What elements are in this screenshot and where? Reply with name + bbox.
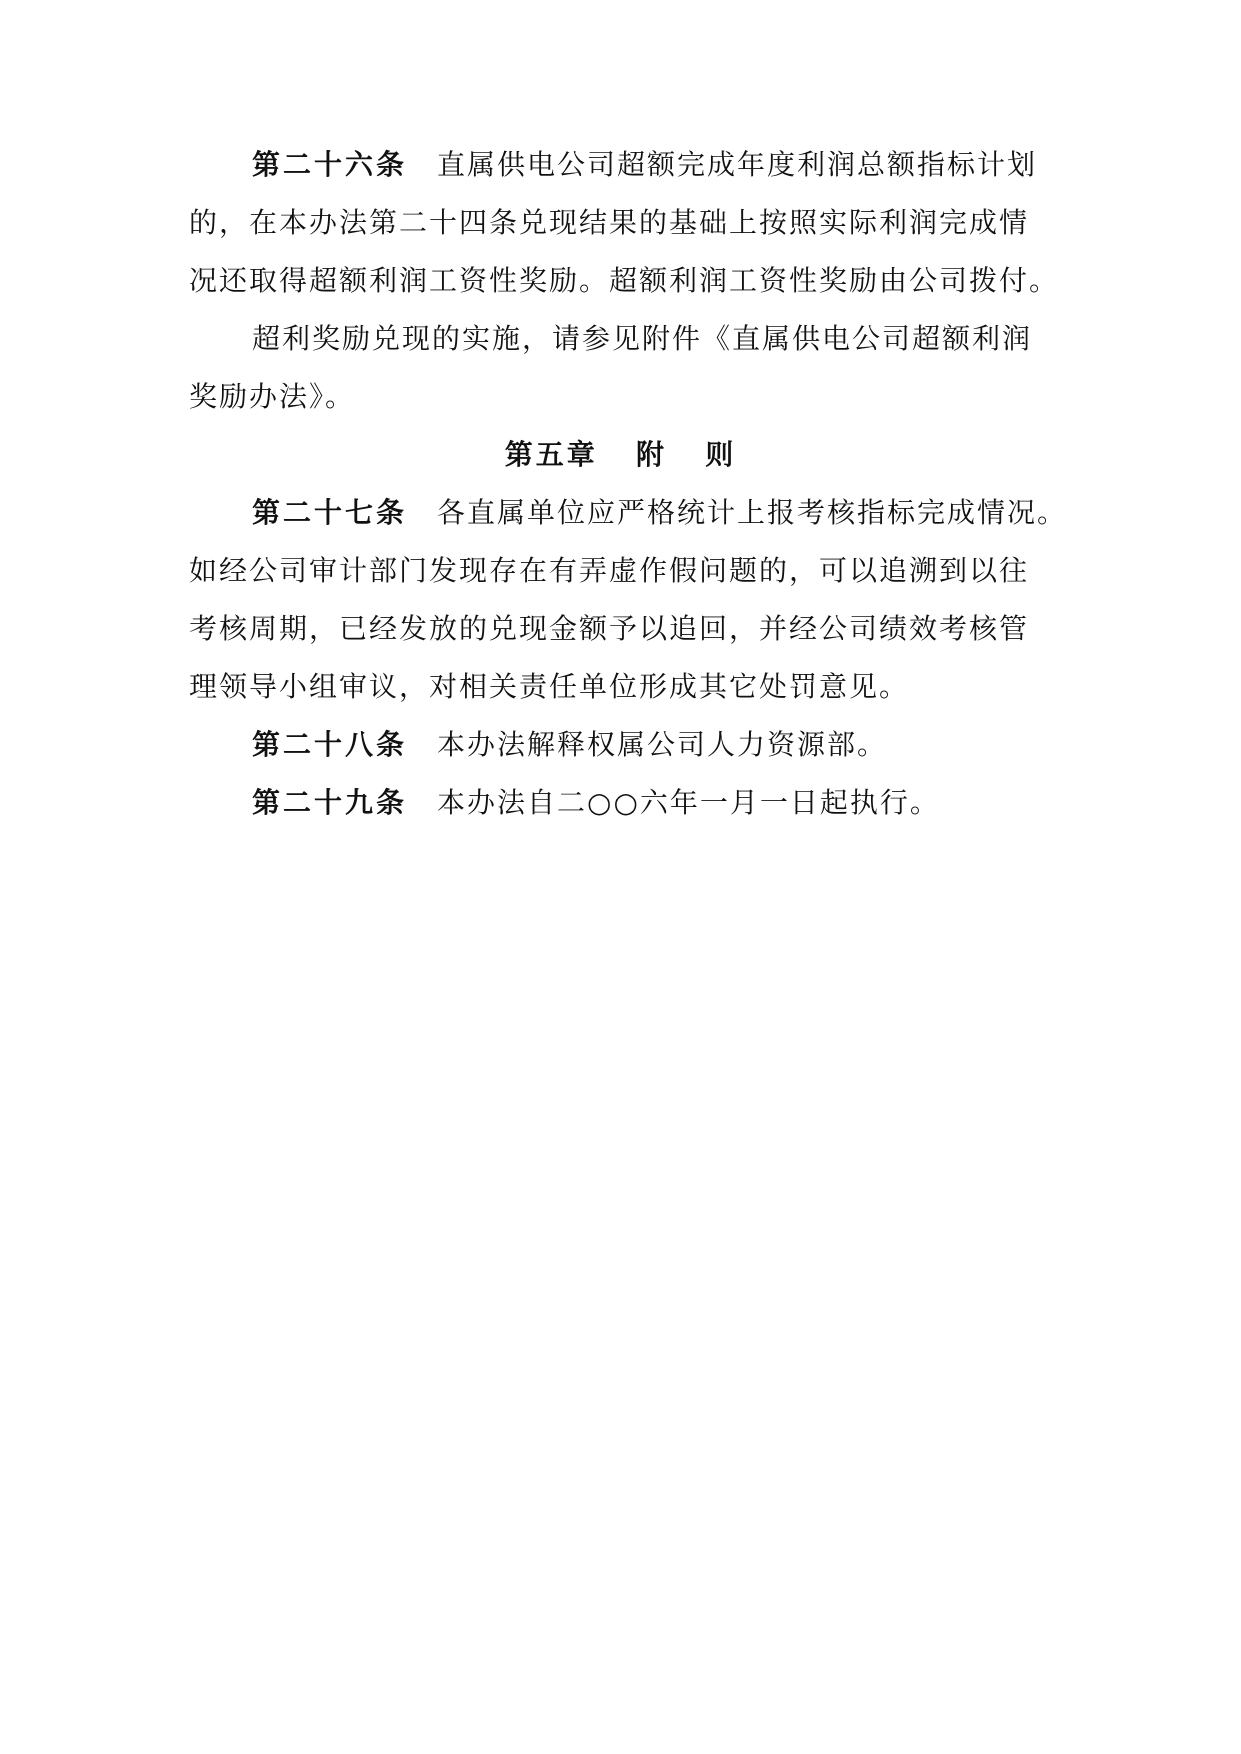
article-26-label: 第二十六条 — [252, 148, 408, 181]
article-28-label: 第二十八条 — [252, 728, 408, 761]
chapter-5-heading: 第五章 附 则 — [504, 438, 737, 471]
article-29-label: 第二十九条 — [252, 786, 408, 819]
article-27-label: 第二十七条 — [252, 496, 408, 529]
note-line-2: 奖励办法》。 — [189, 380, 356, 413]
article-26-text-1: 直属供电公司超额完成年度利润总额指标计划 — [437, 148, 1038, 181]
article-28-text: 本办法解释权属公司人力资源部。 — [437, 728, 888, 761]
article-27-line-3: 考核周期，已经发放的兑现金额予以追回，并经公司绩效考核管 — [189, 612, 1030, 645]
article-26-line-1 — [252, 145, 1037, 185]
article-27-line-1 — [252, 493, 1067, 533]
article-29-text: 本办法自二○○六年一月一日起执行。 — [437, 786, 940, 819]
article-27-line-2: 如经公司审计部门发现存在有弄虚作假问题的，可以追溯到以往 — [189, 554, 1030, 587]
article-27-line-4: 理领导小组审议，对相关责任单位形成其它处罚意见。 — [189, 670, 910, 703]
article-26-line-2: 的，在本办法第二十四条兑现结果的基础上按照实际利润完成情 — [189, 206, 1030, 239]
article-27-text-1: 各直属单位应严格统计上报考核指标完成情况。 — [437, 496, 1068, 529]
note-line-1: 超利奖励兑现的实施，请参见附件《直属供电公司超额利润 — [252, 322, 1033, 355]
article-26-line-3: 况还取得超额利润工资性奖励。超额利润工资性奖励由公司拨付。 — [189, 264, 1060, 297]
article-29-line — [252, 783, 940, 823]
article-28-line — [252, 725, 887, 765]
